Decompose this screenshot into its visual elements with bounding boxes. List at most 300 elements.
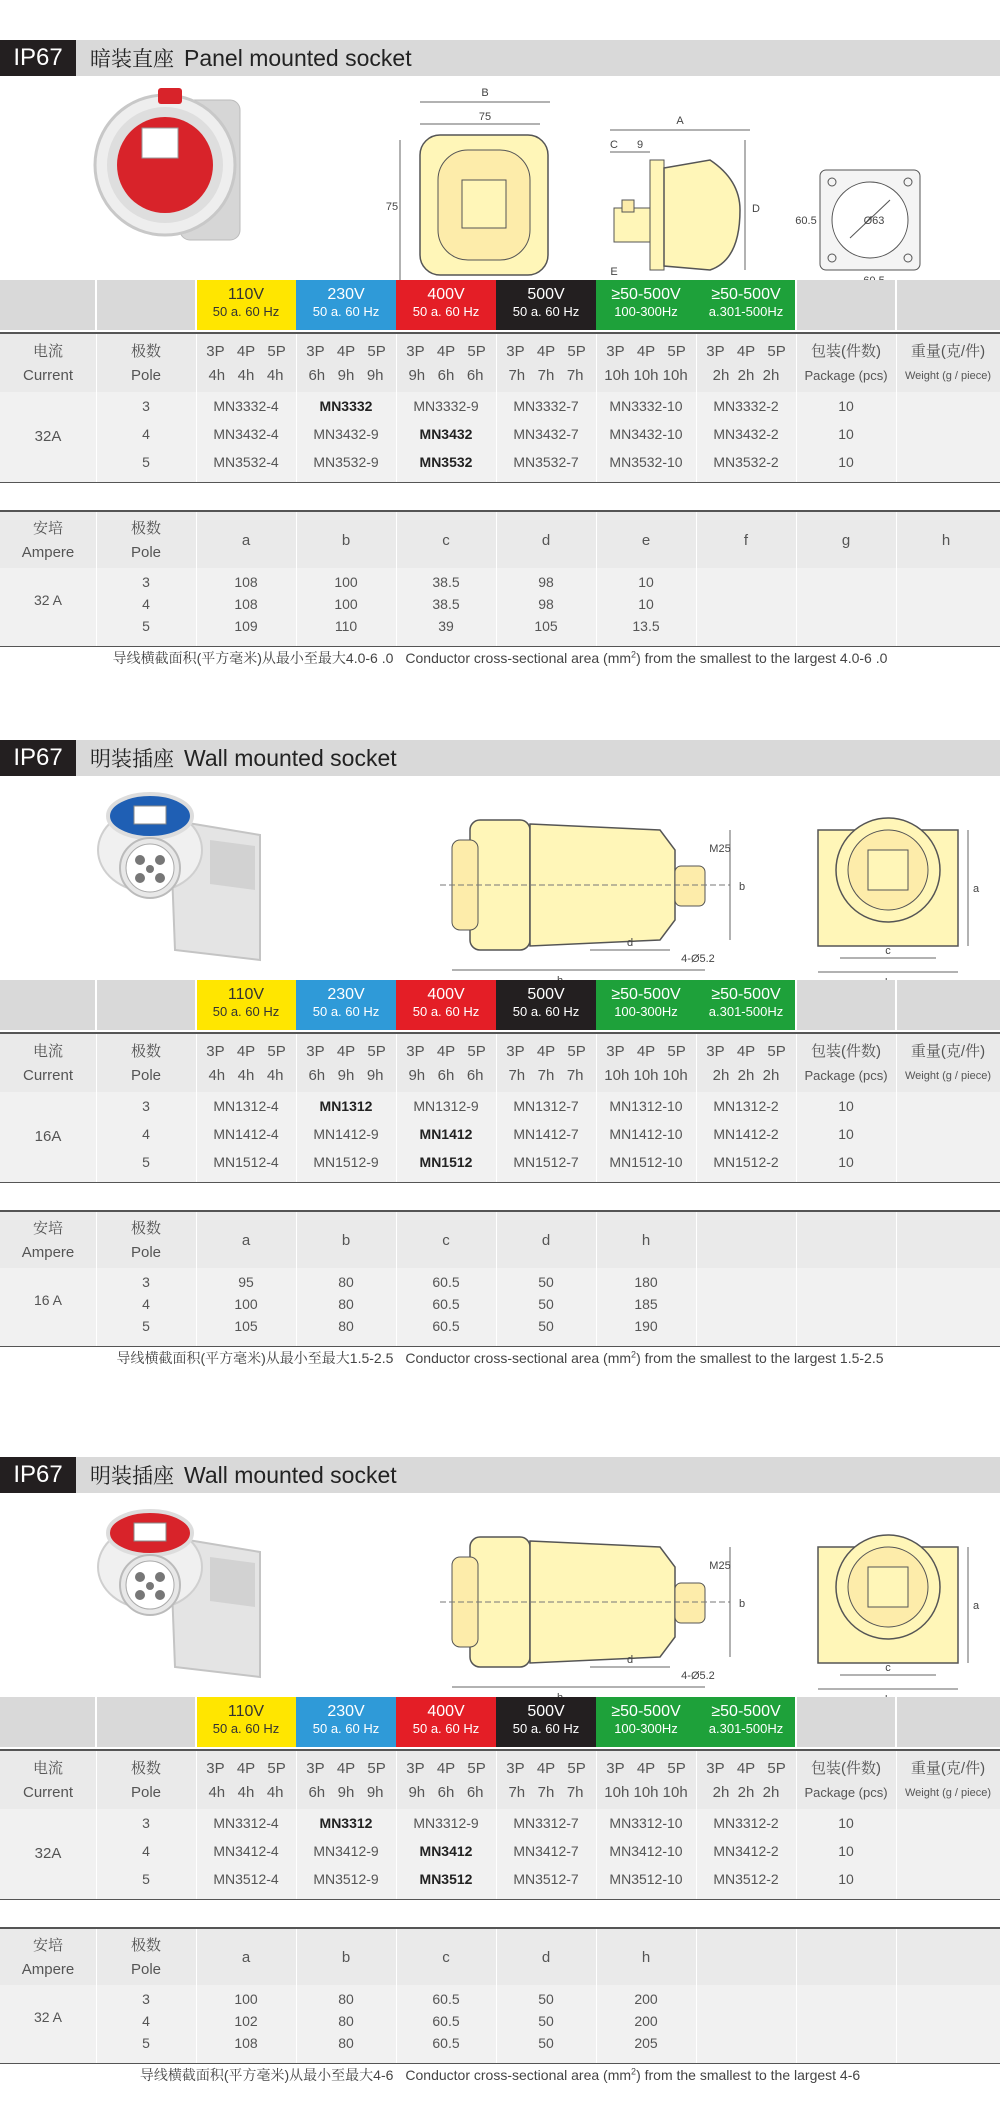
frequency-value: 100-300Hz — [614, 1721, 678, 1736]
pin-config: 3P 4P 5P — [706, 1043, 786, 1060]
column-divider — [195, 280, 197, 330]
dimension-column-label — [896, 1946, 996, 1970]
dimension-label: 9 — [636, 139, 644, 151]
model-code: MN1312-9 — [413, 1098, 479, 1114]
note-superscript: 2 — [631, 649, 637, 660]
voltage-value: ≥50-500V — [611, 286, 681, 303]
pin-config: 3P 4P 5P — [506, 1043, 586, 1060]
voltage-cell — [196, 1697, 296, 1747]
pin-config: 3P 4P 5P — [606, 1043, 686, 1060]
clock-position: 7h 7h 7h — [508, 1067, 584, 1084]
column-divider — [596, 1751, 597, 1899]
section-title-cn: 暗装直座 — [90, 47, 174, 71]
dimension-value: 109 — [234, 618, 258, 634]
pole-label-en: Pole — [130, 367, 162, 384]
column-divider — [396, 512, 397, 646]
column-divider — [795, 1697, 797, 1747]
clock-position: 6h 9h 9h — [308, 367, 384, 384]
dimension-value: 60.5 — [432, 1296, 460, 1312]
dimension-value: 50 — [538, 1274, 554, 1290]
voltage-cell — [296, 280, 396, 330]
model-code: MN3512 — [419, 1871, 473, 1887]
dimension-label: b — [738, 881, 746, 893]
clock-position: 4h 4h 4h — [208, 1784, 284, 1801]
pole-value: 3 — [142, 1098, 150, 1114]
dimension-label: A — [676, 115, 684, 127]
pole-label-en: Pole — [130, 1784, 162, 1801]
pole-value: 4 — [142, 1126, 150, 1142]
column-divider — [95, 280, 97, 330]
voltage-value: 500V — [527, 986, 565, 1003]
voltage-cell — [396, 980, 496, 1030]
voltage-cell — [596, 1697, 696, 1747]
current-label-cn: 电流 — [32, 1043, 63, 1060]
ampere-value: 32 A — [33, 2009, 63, 2025]
model-code: MN3432-7 — [513, 426, 579, 442]
column-divider — [96, 1212, 97, 1346]
pin-config: 3P 4P 5P — [406, 1760, 486, 1777]
dimension-value: 80 — [338, 1318, 354, 1334]
pole-label-en: Pole — [130, 1244, 162, 1261]
dimension-value: 108 — [234, 574, 258, 590]
column-divider — [596, 512, 597, 646]
column-divider — [796, 512, 797, 646]
dimension-table-header — [0, 1927, 1000, 1985]
dimension-value: 50 — [538, 2035, 554, 2051]
model-code: MN3312-10 — [609, 1815, 683, 1831]
voltage-value: ≥50-500V — [611, 1703, 681, 1720]
model-code: MN3532-10 — [609, 454, 683, 470]
column-divider — [96, 1034, 97, 1182]
ip-rating-badge: IP67 — [0, 740, 76, 776]
note-en: Conductor cross-sectional area (mm — [405, 2067, 632, 2083]
voltage-cell — [696, 280, 796, 330]
dimension-value: 180 — [634, 1274, 658, 1290]
ampere-label-en: Ampere — [21, 1961, 75, 1978]
clock-position: 9h 6h 6h — [408, 1067, 484, 1084]
voltage-value: 230V — [327, 286, 365, 303]
spec-table-header — [0, 332, 1000, 392]
dimension-label: E — [610, 266, 618, 278]
frequency-value: 50 a. 60 Hz — [312, 1721, 380, 1736]
dimension-value: 105 — [534, 618, 558, 634]
voltage-value: 230V — [327, 986, 365, 1003]
dimension-value: 60.5 — [432, 2013, 460, 2029]
model-code: MN3532-2 — [713, 454, 779, 470]
weight-label-en: Weight (g / piece) — [904, 1070, 991, 1082]
pole-value: 5 — [142, 1318, 150, 1334]
pole-label-cn: 极数 — [130, 343, 161, 360]
clock-position: 2h 2h 2h — [712, 1784, 780, 1801]
dimension-label: a — [972, 1600, 980, 1612]
table-bottom-rule — [0, 1899, 1000, 1900]
model-code: MN3412-10 — [609, 1843, 683, 1859]
column-divider — [296, 1751, 297, 1899]
package-value: 10 — [838, 1815, 854, 1831]
dimension-column-label: d — [541, 532, 551, 549]
pin-config: 3P 4P 5P — [206, 343, 286, 360]
note-en-end: ) from the smallest to the largest 1.5-2.5 — [636, 1350, 884, 1366]
model-code: MN1512-9 — [313, 1154, 379, 1170]
pole-value: 4 — [142, 2013, 150, 2029]
dimension-label: 75 — [385, 201, 399, 213]
clock-position: 9h 6h 6h — [408, 367, 484, 384]
section-title-cn: 明装插座 — [90, 1464, 174, 1488]
model-code: MN3532-4 — [213, 454, 279, 470]
pin-config: 3P 4P 5P — [306, 1043, 386, 1060]
package-label-cn: 包装(件数) — [811, 343, 881, 360]
voltage-cell — [396, 1697, 496, 1747]
model-code: MN1312-10 — [609, 1098, 683, 1114]
model-code: MN3432-9 — [313, 426, 379, 442]
clock-position: 9h 6h 6h — [408, 1784, 484, 1801]
front-view-drawing — [800, 1517, 980, 1717]
column-divider — [596, 334, 597, 482]
column-divider — [296, 1929, 297, 2063]
package-label-en: Package (pcs) — [804, 1785, 888, 1800]
model-code: MN3312-2 — [713, 1815, 779, 1831]
wall-socket-photo — [90, 780, 280, 970]
dimension-column-label: c — [442, 1232, 450, 1249]
note-cn: 导线横截面积(平方毫米)从最小至最大4.0-6 .0 — [112, 650, 394, 666]
package-label-en: Package (pcs) — [804, 1068, 888, 1083]
pole-value: 4 — [142, 596, 150, 612]
column-divider — [696, 1929, 697, 2063]
dimension-value: 60.5 — [432, 2035, 460, 2051]
dimension-label: c — [885, 945, 891, 957]
note-en-end: ) from the smallest to the largest 4.0-6 .0 — [636, 650, 888, 666]
dimension-value: 80 — [338, 1296, 354, 1312]
column-divider — [696, 334, 697, 482]
dimension-column-label — [796, 1946, 896, 1970]
column-divider — [496, 334, 497, 482]
frequency-value: 100-300Hz — [614, 304, 678, 319]
side-view-drawing — [430, 1517, 770, 1707]
voltage-cell — [496, 280, 596, 330]
model-code: MN1412-10 — [609, 1126, 683, 1142]
ampere-value: 32 A — [33, 592, 63, 608]
pin-config: 3P 4P 5P — [206, 1043, 286, 1060]
column-divider — [895, 1697, 897, 1747]
column-divider — [796, 1929, 797, 2063]
clock-position: 10h 10h 10h — [604, 1784, 688, 1801]
table-bottom-rule — [0, 2063, 1000, 2064]
frequency-value: 50 a. 60 Hz — [212, 1721, 280, 1736]
note-superscript: 2 — [631, 1349, 637, 1360]
ampere-label-cn: 安培 — [32, 1937, 63, 1954]
voltage-value: 110V — [227, 1703, 265, 1720]
dimension-label: 60.5 — [795, 215, 817, 227]
dimension-label: M25 — [709, 1560, 731, 1572]
dimension-label: D — [752, 203, 760, 215]
current-label-cn: 电流 — [32, 343, 63, 360]
dimension-column-label: e — [641, 532, 651, 549]
column-divider — [96, 1929, 97, 2063]
column-divider — [596, 1034, 597, 1182]
model-code: MN1312-4 — [213, 1098, 279, 1114]
front-view-drawing — [380, 80, 560, 280]
column-divider — [896, 1212, 897, 1346]
note-en-end: ) from the smallest to the largest 4-6 — [636, 2067, 861, 2083]
column-divider — [496, 1929, 497, 2063]
column-divider — [296, 512, 297, 646]
dimension-value: 60.5 — [432, 1318, 460, 1334]
model-code: MN1512-2 — [713, 1154, 779, 1170]
ampere-value: 16 A — [33, 1292, 63, 1308]
table-bottom-rule — [0, 1346, 1000, 1347]
note-superscript: 2 — [631, 2066, 637, 2077]
pole-label-cn: 极数 — [130, 1937, 161, 1954]
frequency-value: 50 a. 60 Hz — [512, 1721, 580, 1736]
pole-value: 3 — [142, 1991, 150, 2007]
voltage-value: ≥50-500V — [711, 986, 781, 1003]
conductor-area-note — [0, 648, 1000, 668]
dimension-label: a — [972, 883, 980, 895]
pole-label-cn: 极数 — [130, 1760, 161, 1777]
column-divider — [496, 1034, 497, 1182]
column-divider — [195, 1697, 197, 1747]
dimension-label: Ø63 — [863, 215, 885, 227]
pole-label-cn: 极数 — [130, 520, 161, 537]
front-view-drawing — [800, 800, 980, 1000]
frequency-value: 50 a. 60 Hz — [312, 1004, 380, 1019]
model-code: MN1512-10 — [609, 1154, 683, 1170]
weight-label-cn: 重量(克/件) — [910, 1760, 986, 1777]
note-en: Conductor cross-sectional area (mm — [405, 1350, 632, 1366]
current-label-cn: 电流 — [32, 1760, 63, 1777]
dimension-value: 108 — [234, 2035, 258, 2051]
spec-table-header — [0, 1032, 1000, 1092]
column-divider — [696, 512, 697, 646]
column-divider — [96, 334, 97, 482]
section-title — [90, 40, 412, 76]
column-divider — [196, 1212, 197, 1346]
model-code: MN3512-9 — [313, 1871, 379, 1887]
voltage-cell — [296, 980, 396, 1030]
model-code: MN1412-9 — [313, 1126, 379, 1142]
section-title-en: Panel mounted socket — [184, 45, 412, 71]
voltage-value: 400V — [427, 986, 465, 1003]
clock-position: 10h 10h 10h — [604, 1067, 688, 1084]
dimension-value: 100 — [334, 596, 358, 612]
model-code: MN1412-2 — [713, 1126, 779, 1142]
voltage-value: 400V — [427, 286, 465, 303]
weight-label-cn: 重量(克/件) — [910, 1043, 986, 1060]
dimension-value: 95 — [238, 1274, 254, 1290]
weight-label-cn: 重量(克/件) — [910, 343, 986, 360]
section-header — [0, 40, 1000, 76]
dimension-column-label: c — [442, 532, 450, 549]
note-cn: 导线横截面积(平方毫米)从最小至最大4-6 — [139, 2067, 394, 2083]
dimension-value: 50 — [538, 1991, 554, 2007]
voltage-cell — [196, 280, 296, 330]
dimension-label: 75 — [478, 111, 492, 123]
model-code: MN1312 — [319, 1098, 373, 1114]
product-section — [0, 40, 1000, 720]
voltage-value: 230V — [327, 1703, 365, 1720]
voltage-cell — [496, 1697, 596, 1747]
pole-value: 5 — [142, 2035, 150, 2051]
clock-position: 2h 2h 2h — [712, 367, 780, 384]
column-divider — [296, 1212, 297, 1346]
model-code: MN3332-9 — [413, 398, 479, 414]
voltage-cell — [296, 1697, 396, 1747]
dimension-label: 4-Ø5.2 — [681, 1670, 715, 1682]
column-divider — [96, 1751, 97, 1899]
voltage-value: 500V — [527, 1703, 565, 1720]
frequency-value: 50 a. 60 Hz — [312, 304, 380, 319]
dimension-column-label — [696, 1229, 796, 1253]
product-section — [0, 740, 1000, 1420]
pole-value: 4 — [142, 1843, 150, 1859]
dimension-value: 100 — [334, 574, 358, 590]
dimension-column-label: b — [341, 1949, 351, 1966]
dimension-label: C — [610, 139, 618, 151]
clock-position: 7h 7h 7h — [508, 367, 584, 384]
wall-socket-photo — [90, 1497, 280, 1687]
dimension-column-label: h — [941, 532, 951, 549]
package-value: 10 — [838, 1126, 854, 1142]
model-code: MN3432-4 — [213, 426, 279, 442]
column-divider — [396, 1212, 397, 1346]
section-title — [90, 740, 397, 776]
voltage-value: ≥50-500V — [611, 986, 681, 1003]
spec-table-header — [0, 1749, 1000, 1809]
dimension-value: 38.5 — [432, 596, 460, 612]
dimension-column-label — [896, 1229, 996, 1253]
model-code: MN1412-7 — [513, 1126, 579, 1142]
pole-value: 3 — [142, 398, 150, 414]
voltage-value: 110V — [227, 286, 265, 303]
dimension-label: M25 — [709, 843, 731, 855]
dimension-label: 4-Ø5.2 — [681, 953, 715, 965]
frequency-value: 50 a. 60 Hz — [412, 1004, 480, 1019]
column-divider — [196, 1751, 197, 1899]
dimension-column-label: a — [241, 1232, 251, 1249]
dimension-label: d — [626, 937, 634, 949]
dimension-value: 60.5 — [432, 1274, 460, 1290]
column-divider — [196, 1034, 197, 1182]
dimension-value: 100 — [234, 1991, 258, 2007]
dimension-column-label: h — [641, 1949, 651, 1966]
package-value: 10 — [838, 426, 854, 442]
dimension-table-header — [0, 510, 1000, 568]
section-header — [0, 740, 1000, 776]
pole-label-en: Pole — [130, 544, 162, 561]
package-label-cn: 包装(件数) — [811, 1043, 881, 1060]
current-label-en: Current — [22, 1067, 74, 1084]
dimension-value: 200 — [634, 2013, 658, 2029]
pin-config: 3P 4P 5P — [706, 1760, 786, 1777]
clock-position: 7h 7h 7h — [508, 1784, 584, 1801]
frequency-value: 50 a. 60 Hz — [512, 304, 580, 319]
column-divider — [596, 1212, 597, 1346]
frequency-value: 50 a. 60 Hz — [212, 1004, 280, 1019]
dimension-column-label — [796, 1229, 896, 1253]
model-code: MN3412 — [419, 1843, 473, 1859]
column-divider — [396, 334, 397, 482]
table-bottom-rule — [0, 482, 1000, 483]
model-code: MN3312 — [319, 1815, 373, 1831]
dimension-value: 50 — [538, 1318, 554, 1334]
column-divider — [195, 980, 197, 1030]
clock-position: 2h 2h 2h — [712, 1067, 780, 1084]
voltage-cell — [696, 980, 796, 1030]
conductor-area-note — [0, 1348, 1000, 1368]
frequency-value: 50 a. 60 Hz — [412, 304, 480, 319]
model-code: MN3332-7 — [513, 398, 579, 414]
pole-value: 3 — [142, 1815, 150, 1831]
side-view-drawing — [600, 80, 770, 280]
voltage-cell — [596, 980, 696, 1030]
column-divider — [896, 1929, 897, 2063]
column-divider — [596, 1929, 597, 2063]
ip-rating-badge: IP67 — [0, 40, 76, 76]
column-divider — [795, 280, 797, 330]
dimension-value: 10 — [638, 574, 654, 590]
frequency-value: a.301-500Hz — [708, 1721, 784, 1736]
pole-value: 5 — [142, 618, 150, 634]
pole-label-cn: 极数 — [130, 1043, 161, 1060]
voltage-value: 110V — [227, 986, 265, 1003]
column-divider — [896, 1751, 897, 1899]
voltage-cell — [596, 280, 696, 330]
pin-config: 3P 4P 5P — [506, 343, 586, 360]
frequency-value: 100-300Hz — [614, 1004, 678, 1019]
side-view-drawing — [430, 800, 770, 990]
pole-value: 5 — [142, 1871, 150, 1887]
column-divider — [95, 980, 97, 1030]
voltage-bar — [0, 980, 1000, 1030]
voltage-cell — [696, 1697, 796, 1747]
pole-value: 5 — [142, 1154, 150, 1170]
pin-config: 3P 4P 5P — [306, 343, 386, 360]
column-divider — [496, 512, 497, 646]
dimension-value: 110 — [334, 618, 358, 634]
dimension-label: B — [481, 87, 489, 99]
pole-value: 5 — [142, 454, 150, 470]
model-code: MN1412-4 — [213, 1126, 279, 1142]
weight-label-en: Weight (g / piece) — [904, 370, 991, 382]
pole-value: 3 — [142, 1274, 150, 1290]
product-section — [0, 1457, 1000, 2104]
dimension-column-label: f — [743, 532, 749, 549]
column-divider — [796, 334, 797, 482]
column-divider — [196, 334, 197, 482]
column-divider — [296, 1034, 297, 1182]
dimension-value: 98 — [538, 596, 554, 612]
column-divider — [796, 1034, 797, 1182]
weight-label-en: Weight (g / piece) — [904, 1787, 991, 1799]
dimension-column-label — [696, 1946, 796, 1970]
section-header — [0, 1457, 1000, 1493]
package-label-en: Package (pcs) — [804, 368, 888, 383]
model-code: MN3312-7 — [513, 1815, 579, 1831]
model-code: MN3412-7 — [513, 1843, 579, 1859]
pole-label-en: Pole — [130, 1961, 162, 1978]
current-label-en: Current — [22, 367, 74, 384]
model-code: MN1312-7 — [513, 1098, 579, 1114]
dimension-column-label: b — [341, 1232, 351, 1249]
column-divider — [396, 1929, 397, 2063]
dimension-value: 13.5 — [632, 618, 660, 634]
frequency-value: a.301-500Hz — [708, 1004, 784, 1019]
model-code: MN3412-4 — [213, 1843, 279, 1859]
model-code: MN3412-2 — [713, 1843, 779, 1859]
column-divider — [796, 1751, 797, 1899]
model-code: MN3512-2 — [713, 1871, 779, 1887]
package-value: 10 — [838, 1098, 854, 1114]
